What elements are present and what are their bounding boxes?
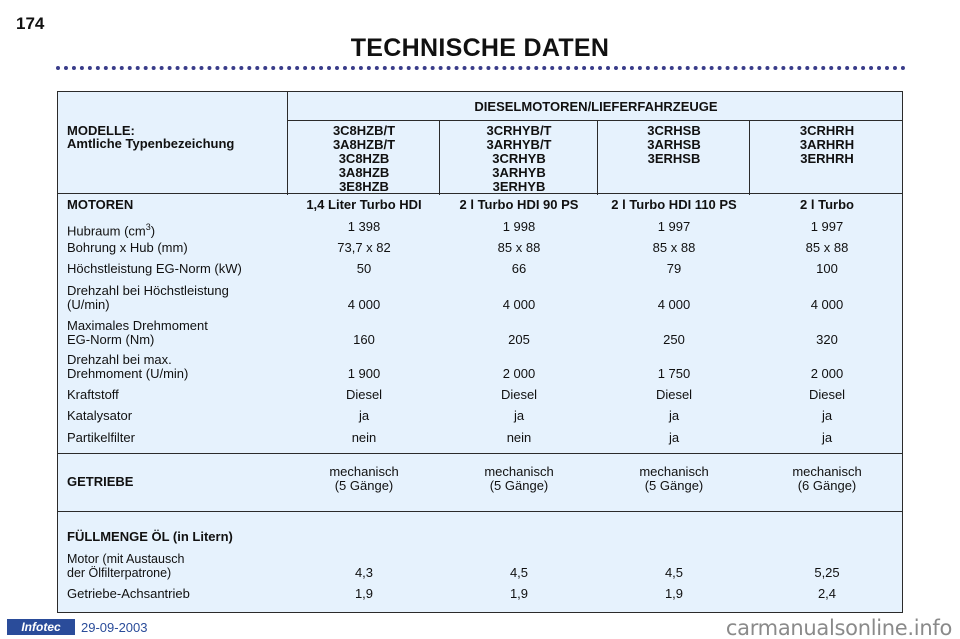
- table-cell: 1 398: [347, 219, 381, 234]
- table-cell: 2,4: [817, 586, 837, 601]
- gearbox-col1: mechanisch (5 Gänge): [329, 464, 399, 493]
- table-divider-col1: [439, 120, 440, 195]
- page-title: TECHNISCHE DATEN: [350, 34, 610, 62]
- table-cell: 4,3: [354, 565, 374, 580]
- table-divider-col3: [749, 120, 750, 195]
- table-cell: Diesel: [808, 387, 846, 402]
- table-cell: 4,5: [509, 565, 529, 580]
- footer: [0, 616, 960, 639]
- table-cell: ja: [358, 408, 370, 423]
- table-cell: 1 998: [502, 219, 536, 234]
- row-label-bore-stroke: Bohrung x Hub (mm): [67, 240, 188, 255]
- table-divider-col2: [597, 120, 598, 195]
- table-cell: 85 x 88: [805, 240, 849, 255]
- gearbox-label: GETRIEBE: [67, 474, 134, 489]
- table-cell: nein: [506, 430, 532, 445]
- table-cell: 66: [511, 261, 527, 276]
- table-cell: 2 000: [810, 366, 844, 381]
- table-divider-gearbox-bottom: [58, 511, 902, 512]
- row-label-catalyst: Katalysator: [67, 408, 133, 423]
- row-label-engine-oil: Motor (mit Austausch der Ölfilterpatrone): [67, 552, 185, 580]
- table-cell: nein: [351, 430, 377, 445]
- engine-section-label: MOTOREN: [67, 197, 134, 212]
- type-codes-col2: 3CRHYB/T 3ARHYB/T 3CRHYB 3ARHYB 3ERHYB: [486, 123, 552, 194]
- type-codes-col4: 3CRHRH 3ARHRH 3ERHRH: [799, 123, 855, 166]
- table-cell: 4 000: [810, 297, 844, 312]
- engine-col4: 2 l Turbo: [800, 197, 854, 212]
- table-cell: 205: [508, 332, 530, 347]
- table-cell: 85 x 88: [652, 240, 696, 255]
- table-cell: 1 997: [657, 219, 691, 234]
- type-codes-col3: 3CRHSB 3ARHSB 3ERHSB: [647, 123, 701, 166]
- page-number: 174: [16, 14, 45, 33]
- row-label-rpm-max-power: Drehzahl bei Höchstleistung (U/min): [67, 283, 229, 312]
- gearbox-col2: mechanisch (5 Gänge): [484, 464, 554, 493]
- engine-col3: 2 l Turbo HDI 110 PS: [611, 197, 737, 212]
- table-cell: 100: [816, 261, 838, 276]
- table-cell: ja: [821, 430, 833, 445]
- table-cell: ja: [668, 408, 680, 423]
- table-cell: 50: [356, 261, 372, 276]
- table-cell: 1 750: [657, 366, 691, 381]
- engine-col1: 1,4 Liter Turbo HDI: [306, 197, 422, 212]
- oil-section-label: FÜLLMENGE ÖL (in Litern): [67, 529, 233, 544]
- table-divider-gearbox-top: [58, 453, 902, 454]
- table-cell: 250: [663, 332, 685, 347]
- table-cell: 4 000: [502, 297, 536, 312]
- table-cell: 160: [353, 332, 375, 347]
- row-label-max-power: Höchstleistung EG-Norm (kW): [67, 261, 242, 276]
- row-label-rpm-max-torque: Drehzahl bei max. Drehmoment (U/min): [67, 352, 189, 381]
- row-label-displacement: Hubraum $(cm^3)$: [67, 222, 156, 239]
- table-cell: 1,9: [509, 586, 529, 601]
- table-cell: 85 x 88: [497, 240, 541, 255]
- row-label-max-torque: Maximales Drehmoment EG-Norm (Nm): [67, 318, 208, 347]
- table-cell: 1 997: [810, 219, 844, 234]
- table-cell: 4 000: [347, 297, 381, 312]
- group-header: DIESELMOTOREN/LIEFERFAHRZEUGE: [474, 99, 718, 114]
- watermark: carmanualsonline.info: [725, 616, 952, 639]
- table-cell: 4,5: [664, 565, 684, 580]
- row-label-gearbox-oil: Getriebe-Achsantrieb: [67, 586, 190, 601]
- table-cell: 1,9: [354, 586, 374, 601]
- table-cell: Diesel: [500, 387, 538, 402]
- table-cell: ja: [821, 408, 833, 423]
- row-label-fuel: Kraftstoff: [67, 387, 119, 402]
- table-cell: 2 000: [502, 366, 536, 381]
- table-divider-col0: [287, 92, 288, 195]
- table-cell: 4 000: [657, 297, 691, 312]
- table-cell: 1,9: [664, 586, 684, 601]
- table-cell: 5,25: [814, 565, 840, 580]
- table-divider-header-top: [287, 120, 902, 121]
- table-cell: ja: [668, 430, 680, 445]
- infotec-logo: Infotec: [7, 619, 75, 635]
- engine-col2: 2 l Turbo HDI 90 PS: [459, 197, 579, 212]
- type-codes-col1: 3C8HZB/T 3A8HZB/T 3C8HZB 3A8HZB 3E8HZB: [332, 123, 396, 194]
- table-cell: 1 900: [347, 366, 381, 381]
- gearbox-col4: mechanisch (6 Gänge): [792, 464, 862, 493]
- table-cell: 320: [816, 332, 838, 347]
- footer-date: 29-09-2003: [81, 620, 148, 635]
- table-cell: 79: [666, 261, 682, 276]
- models-label: MODELLE:: [67, 123, 135, 138]
- table-cell: 73,7 x 82: [337, 240, 391, 255]
- table-cell: Diesel: [345, 387, 383, 402]
- row-label-particle-filter: Partikelfilter: [67, 430, 135, 445]
- spec-table: [57, 91, 903, 613]
- table-cell: ja: [513, 408, 525, 423]
- dotted-divider: [56, 66, 906, 70]
- type-label: Amtliche Typenbezeichung: [67, 136, 235, 151]
- gearbox-col3: mechanisch (5 Gänge): [639, 464, 709, 493]
- table-cell: Diesel: [655, 387, 693, 402]
